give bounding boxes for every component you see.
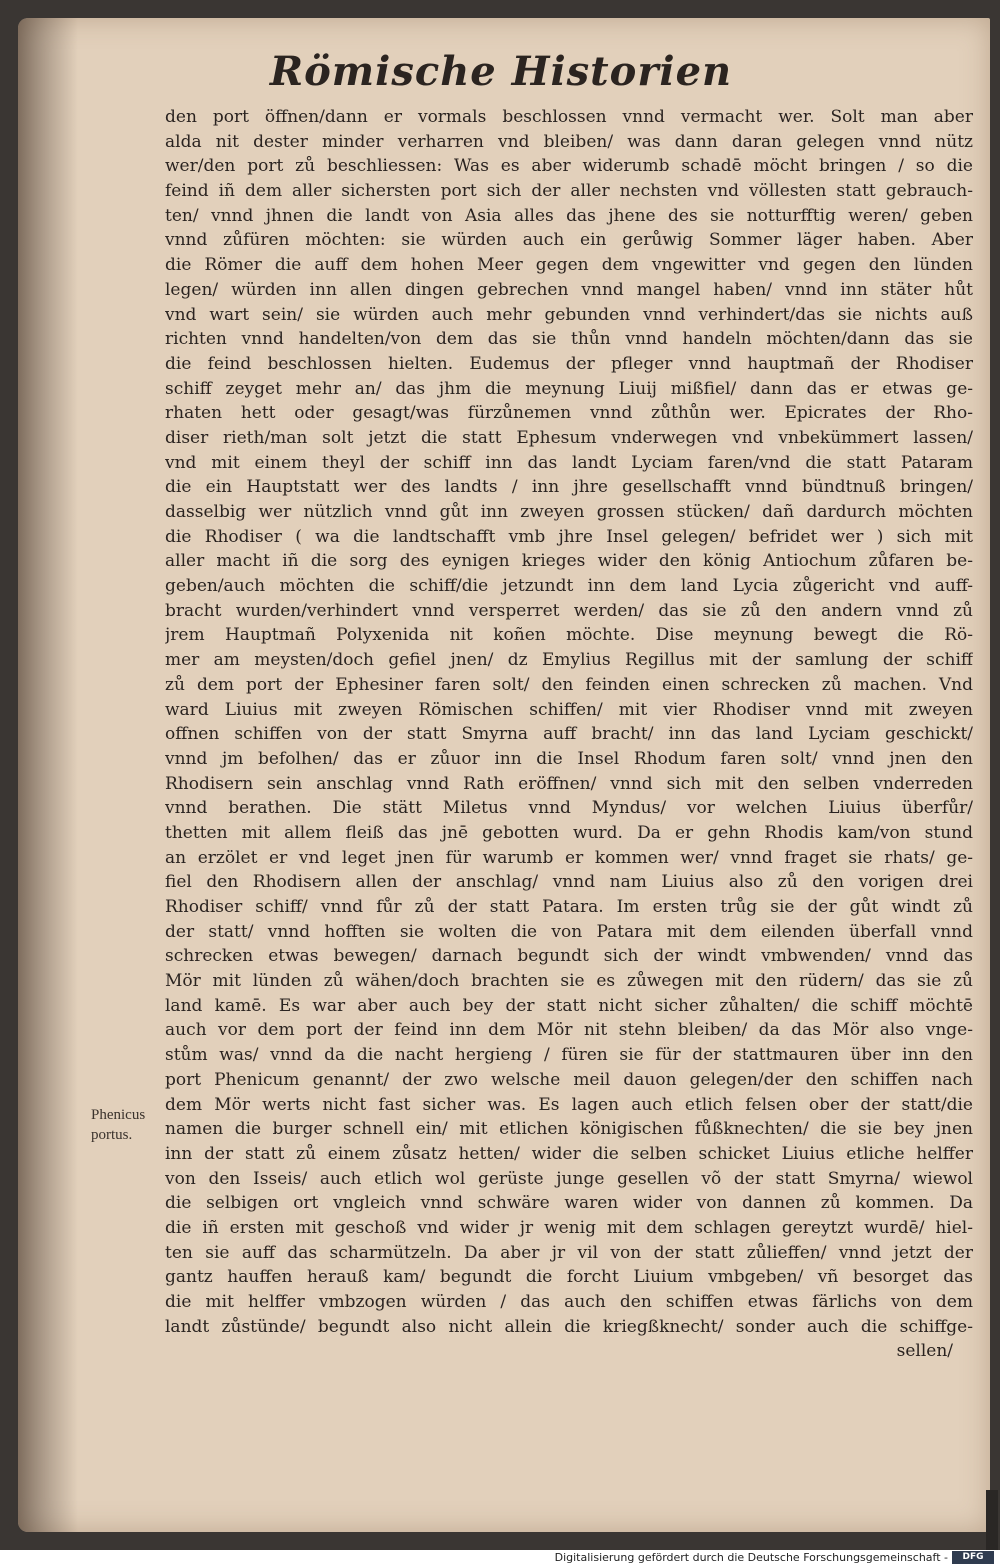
text-line: ward Liuius mit zweyen Römischen schiffen/ mit vier Rhodiser vnnd mit zweyen bbox=[165, 699, 973, 720]
text-line: die Rhodiser ( wa die landtschafft vmb jhre Insel gelegen/ befridet wer ) sich mit bbox=[165, 526, 973, 547]
text-line: die mit helffer vmbzogen würden / das auch den schiffen etwas färlichs von dem bbox=[165, 1292, 973, 1312]
marginal-note bbox=[91, 1105, 166, 1145]
text-line: vnnd jm befolhen/ das er zůuor inn die Insel Rhodum faren solt/ vnnd jnen den bbox=[165, 748, 973, 769]
text-line: den port öffnen/dann er vormals beschlossen vnnd vermacht wer. Solt man aber bbox=[165, 107, 973, 127]
text-line: richten vnnd handelten/von dem das sie thůn vnnd handeln möchten/dann das sie bbox=[165, 329, 973, 350]
text-line: alda nit dester minder verharren vnd bleiben/ was dann daran gelegen vnnd nütz bbox=[165, 131, 973, 152]
page-scan bbox=[8, 8, 994, 1548]
text-line: mer am meysten/doch gefiel jnen/ dz Emylius Regillus mit der samlung der schiff bbox=[165, 650, 973, 671]
footer-bar bbox=[0, 1550, 1000, 1566]
text-line: aller macht iñ die sorg des eynigen krieges wider den könig Antiochum zůfaren be- bbox=[165, 551, 973, 572]
text-line: der statt/ vnnd hofften sie wolten die von Patara mit dem eilenden überfall vnnd bbox=[165, 921, 973, 942]
text-line: namen die burger schnell ein/ mit etlichen königischen fůßknechten/ die sie bey jnen bbox=[165, 1119, 973, 1140]
text-line: Rhodiser schiff/ vnnd fůr zů der statt Patara. Im ersten trůg sie der gůt windt zů bbox=[165, 897, 973, 917]
text-line: legen/ würden inn allen dingen gebrechen vnnd mangel haben/ vnnd inn stäter hůt bbox=[165, 279, 973, 300]
text-line: von den Isseis/ auch etlich wol gerüste junge gesellen võ der statt Smyrna/ wiewol bbox=[165, 1168, 973, 1189]
text-line: land kamē. Es war aber auch bey der statt nicht sicher zůhalten/ die schiff möchtē bbox=[165, 995, 973, 1016]
text-line: zů dem port der Ephesiner faren solt/ den feinden einen schrecken zů machen. Vnd bbox=[165, 674, 973, 695]
text-line: stům was/ vnnd da die nacht hergieng / füren sie für der stattmauren über inn den bbox=[165, 1045, 973, 1066]
text-line: die feind beschlossen hielten. Eudemus der pfleger vnnd hauptmañ der Rhodiser bbox=[165, 353, 973, 374]
text-line: dem Mör werts nicht fast sicher was. Es lagen auch etlich felsen ober der statt/die bbox=[165, 1094, 973, 1115]
text-line: ten/ vnnd jhnen die landt von Asia alles das jhene des sie notturfftig weren/ geben bbox=[165, 205, 973, 226]
text-line: inn der statt zů einem zůsatz hetten/ wider die selben schicket Liuius etliche helffer bbox=[165, 1143, 973, 1164]
marginal-note-line: Phenicus bbox=[91, 1107, 146, 1123]
text-line: die ein Hauptstatt wer des landts / inn jhre gesellschafft vnnd bündtnuß bringen/ bbox=[165, 477, 973, 498]
text-line: Rhodisern sein anschlag vnnd Rath eröffnen/ vnnd sich mit den selben vnderreden bbox=[165, 773, 973, 794]
text-line: die selbigen ort vngleich vnnd schwäre waren wider von dannen zů kommen. Da bbox=[165, 1193, 973, 1214]
text-line: landt zůstünde/ begundt also nicht allein die kriegßknecht/ sonder auch die schiffge- bbox=[165, 1316, 973, 1337]
text-line: auch vor dem port der feind inn dem Mör nit stehn bleiben/ da das Mör also vnge- bbox=[165, 1020, 973, 1041]
scan-edge bbox=[986, 1490, 998, 1550]
text-line: ten sie auff das scharmützeln. Da aber jr vil von der statt zůlieffen/ vnnd jetzt der bbox=[165, 1242, 973, 1263]
text-line: offnen schiffen von der statt Smyrna auff bracht/ inn das land Lyciam geschickt/ bbox=[165, 724, 973, 745]
text-line: rhaten hett oder gesagt/was fürzůnemen vnnd zůthůn wer. Epicrates der Rho- bbox=[165, 403, 973, 424]
text-line: sellen/ bbox=[896, 1341, 953, 1362]
marginal-note-line: portus. bbox=[91, 1127, 133, 1143]
text-line: vnnd zůfüren möchten: sie würden auch ein gerůwig Sommer läger haben. Aber bbox=[165, 230, 973, 251]
text-line: vnd mit einem theyl der schiff inn das landt Lyciam faren/vnd die statt Pataram bbox=[165, 452, 973, 473]
text-line: an erzölet er vnd leget jnen für warumb er kommen wer/ vnnd fraget sie rhats/ ge- bbox=[165, 847, 973, 868]
text-line: vnnd berathen. Die stätt Miletus vnnd Myndus/ vor welchen Liuius überfůr/ bbox=[165, 798, 973, 819]
dfg-logo: DFG bbox=[952, 1551, 994, 1564]
text-line: port Phenicum genannt/ der zwo welsche meil dauon gelegen/der den schiffen nach bbox=[165, 1069, 973, 1090]
running-head: Römische Historien bbox=[269, 48, 733, 95]
text-line: die iñ ersten mit geschoß vnd wider jr wenig mit dem schlagen gereytzt wurdē/ hiel- bbox=[165, 1217, 973, 1238]
text-line: Mör mit lünden zů wähen/doch brachten sie es zůwegen mit den rüdern/ das sie zů bbox=[165, 971, 973, 992]
text-line: feind iñ dem aller sichersten port sich der aller nechsten vnd völlesten statt gebrauch- bbox=[165, 181, 973, 202]
text-line: schrecken etwas bewegen/ darnach begundt sich der windt vmbwenden/ vnnd das bbox=[165, 946, 973, 967]
text-line: vnd wart sein/ sie würden auch mehr gebunden vnnd verhindert/das sie nichts auß bbox=[165, 304, 973, 325]
text-line: bracht wurden/verhindert vnnd versperret werden/ das sie zů den andern vnnd zů bbox=[165, 600, 973, 621]
text-line: thetten mit allem fleiß das jnē gebotten wurd. Da er gehn Rhodis kam/von stund bbox=[165, 822, 973, 843]
binding-fold bbox=[18, 18, 78, 1532]
text-line: die Römer die auff dem hohen Meer gegen dem vngewitter vnd gegen den lünden bbox=[165, 255, 973, 276]
text-line: dasselbig wer nützlich vnnd gůt inn zweyen grossen stücken/ dañ dardurch möchten bbox=[165, 502, 973, 522]
text-line: schiff zeyget mehr an/ das jhm die meynung Liuij mißfiel/ dann das er etwas ge- bbox=[165, 378, 973, 399]
text-line: gantz hauffen herauß kam/ begundt die forcht Liuium vmbgeben/ vñ besorget das bbox=[165, 1267, 973, 1288]
text-line: wer/den port zů beschliessen: Was es aber widerumb schadē möcht bringen / so die bbox=[165, 156, 973, 177]
footer-credit: Digitalisierung gefördert durch die Deutsche Forschungsgemeinschaft - bbox=[554, 1551, 948, 1564]
text-line: geben/auch möchten die schiff/die jetzundt inn dem land Lycia zůgericht vnd auff- bbox=[165, 576, 973, 597]
text-line: fiel den Rhodisern allen der anschlag/ vnnd nam Liuius also zů den vorigen drei bbox=[165, 872, 973, 893]
body-text bbox=[165, 105, 973, 1364]
text-line: diser rieth/man solt jetzt die statt Ephesum vnderwegen vnd vnbekümmert lassen/ bbox=[165, 427, 973, 448]
text-line: jrem Hauptmañ Polyxenida nit koñen möchte. Dise meynung bewegt die Rö- bbox=[165, 625, 973, 646]
